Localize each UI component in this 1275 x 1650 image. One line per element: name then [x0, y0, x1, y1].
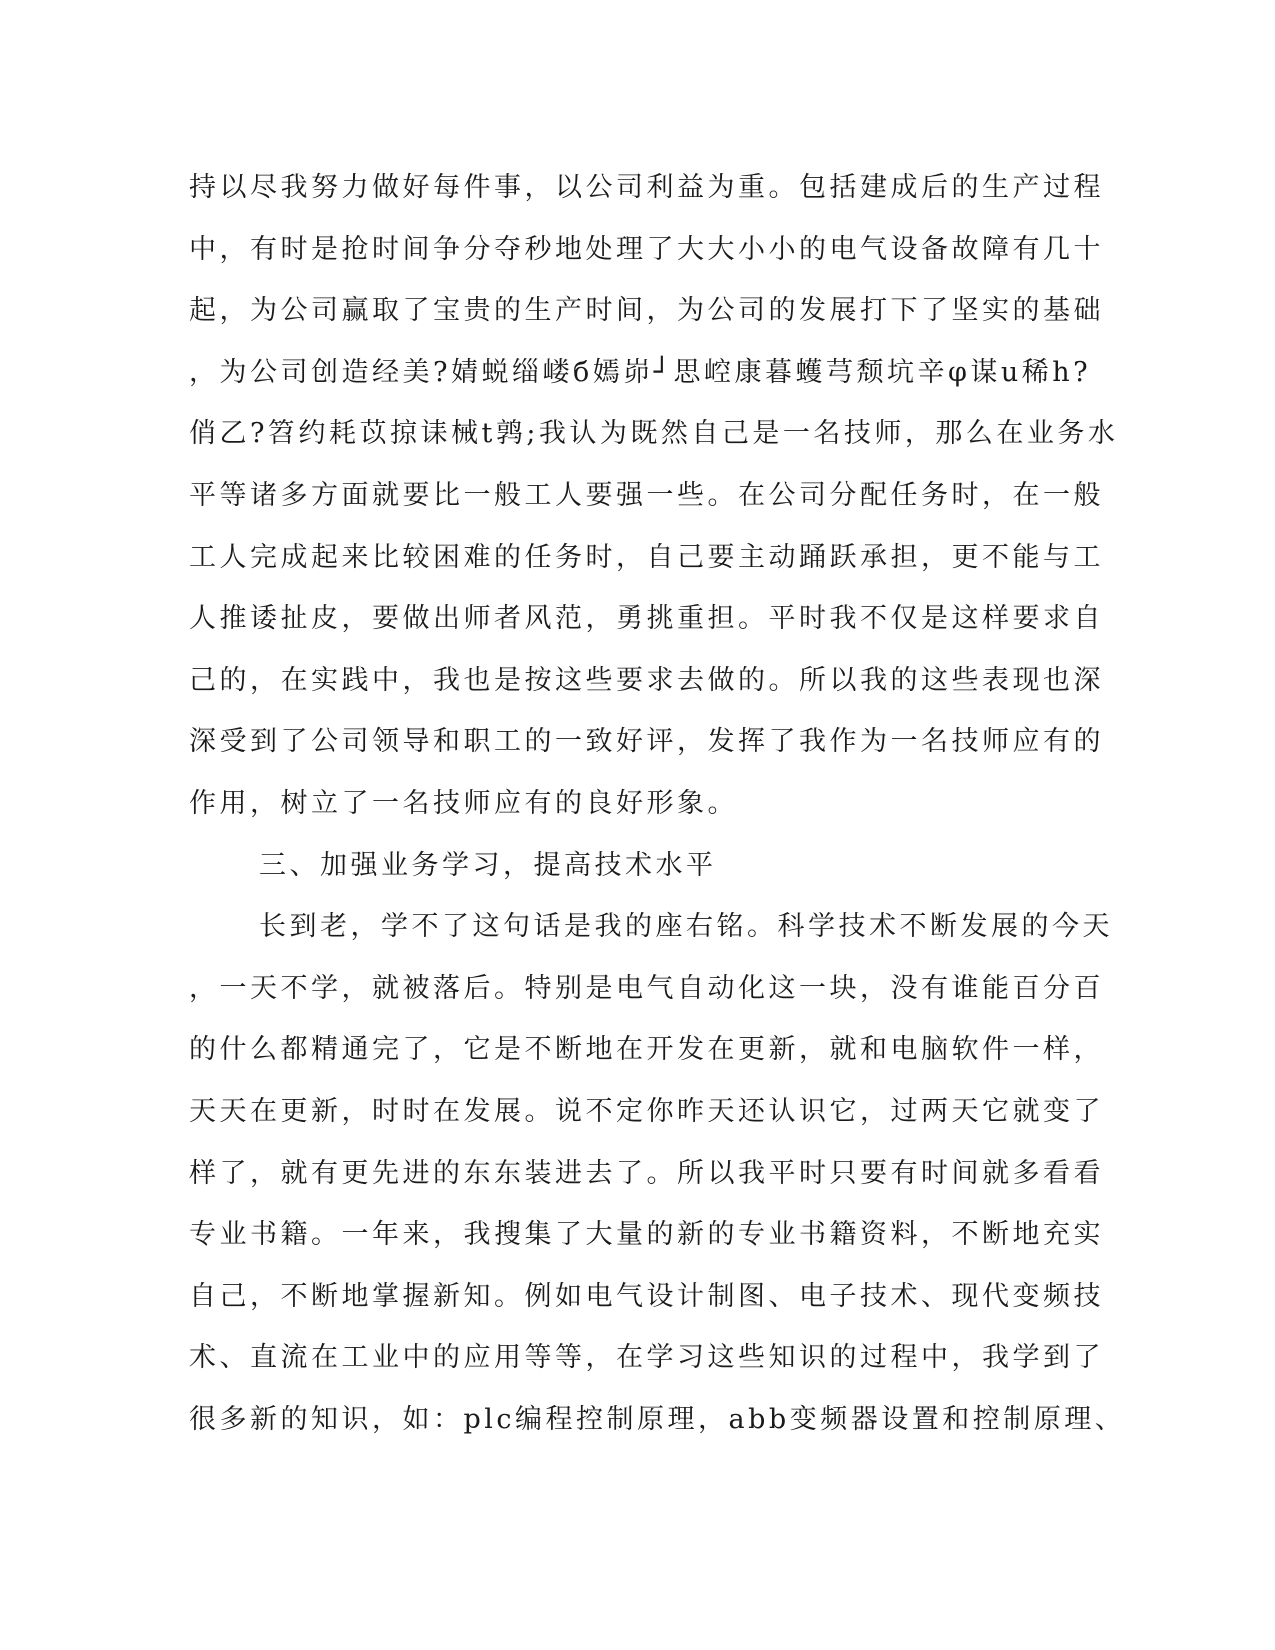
text-line: 很多新的知识，如：plc编程控制原理，abb变频器设置和控制原理、	[189, 1403, 1126, 1435]
text-line: 作用，树立了一名技师应有的良好形象。	[189, 787, 738, 819]
text-line: ，一天不学，就被落后。特别是电气自动化这一块，没有谁能百分百	[189, 972, 1104, 1004]
text-line: ，为公司创造经美?婧蜕缁嵝б嫣峁┘思崆康暮蠖芎颓坑辛φ谋u稀h?	[189, 356, 1092, 388]
paragraph-first-line: 长到老，学不了这句话是我的座右铭。科学技术不断发展的今天	[259, 911, 1113, 943]
text-line: 自己，不断地掌握新知。例如电气设计制图、电子技术、现代变频技	[189, 1280, 1104, 1312]
text-line: 己的，在实践中，我也是按这些要求去做的。所以我的这些表现也深	[189, 664, 1104, 696]
text-line: 俏乙?笤约耗苡掠诔械t鹑;我认为既然自己是一名技师，那么在业务水	[189, 418, 1119, 450]
text-line: 起，为公司赢取了宝贵的生产时间，为公司的发展打下了坚实的基础	[189, 295, 1104, 327]
text-line: 专业书籍。一年来，我搜集了大量的新的专业书籍资料，不断地充实	[189, 1219, 1104, 1251]
section-heading: 三、加强业务学习，提高技术水平	[259, 849, 717, 881]
text-line: 术、直流在工业中的应用等等，在学习这些知识的过程中，我学到了	[189, 1342, 1104, 1374]
text-line: 平等诸多方面就要比一般工人要强一些。在公司分配任务时，在一般	[189, 479, 1104, 511]
text-line: 深受到了公司领导和职工的一致好评，发挥了我作为一名技师应有的	[189, 726, 1104, 758]
text-line: 工人完成起来比较困难的任务时，自己要主动踊跃承担，更不能与工	[189, 541, 1104, 573]
text-line: 样了，就有更先进的东东装进去了。所以我平时只要有时间就多看看	[189, 1157, 1104, 1189]
text-line: 持以尽我努力做好每件事，以公司利益为重。包括建成后的生产过程	[189, 172, 1104, 203]
body-text	[189, 157, 1126, 1450]
text-line: 中，有时是抢时间争分夺秒地处理了大大小小的电气设备故障有几十	[189, 233, 1104, 265]
text-line: 天天在更新，时时在发展。说不定你昨天还认识它，过两天它就变了	[189, 1095, 1104, 1127]
text-line: 的什么都精通完了，它是不断地在开发在更新，就和电脑软件一样，	[189, 1034, 1104, 1066]
text-line: 人推诿扯皮，要做出师者风范，勇挑重担。平时我不仅是这样要求自	[189, 603, 1104, 635]
